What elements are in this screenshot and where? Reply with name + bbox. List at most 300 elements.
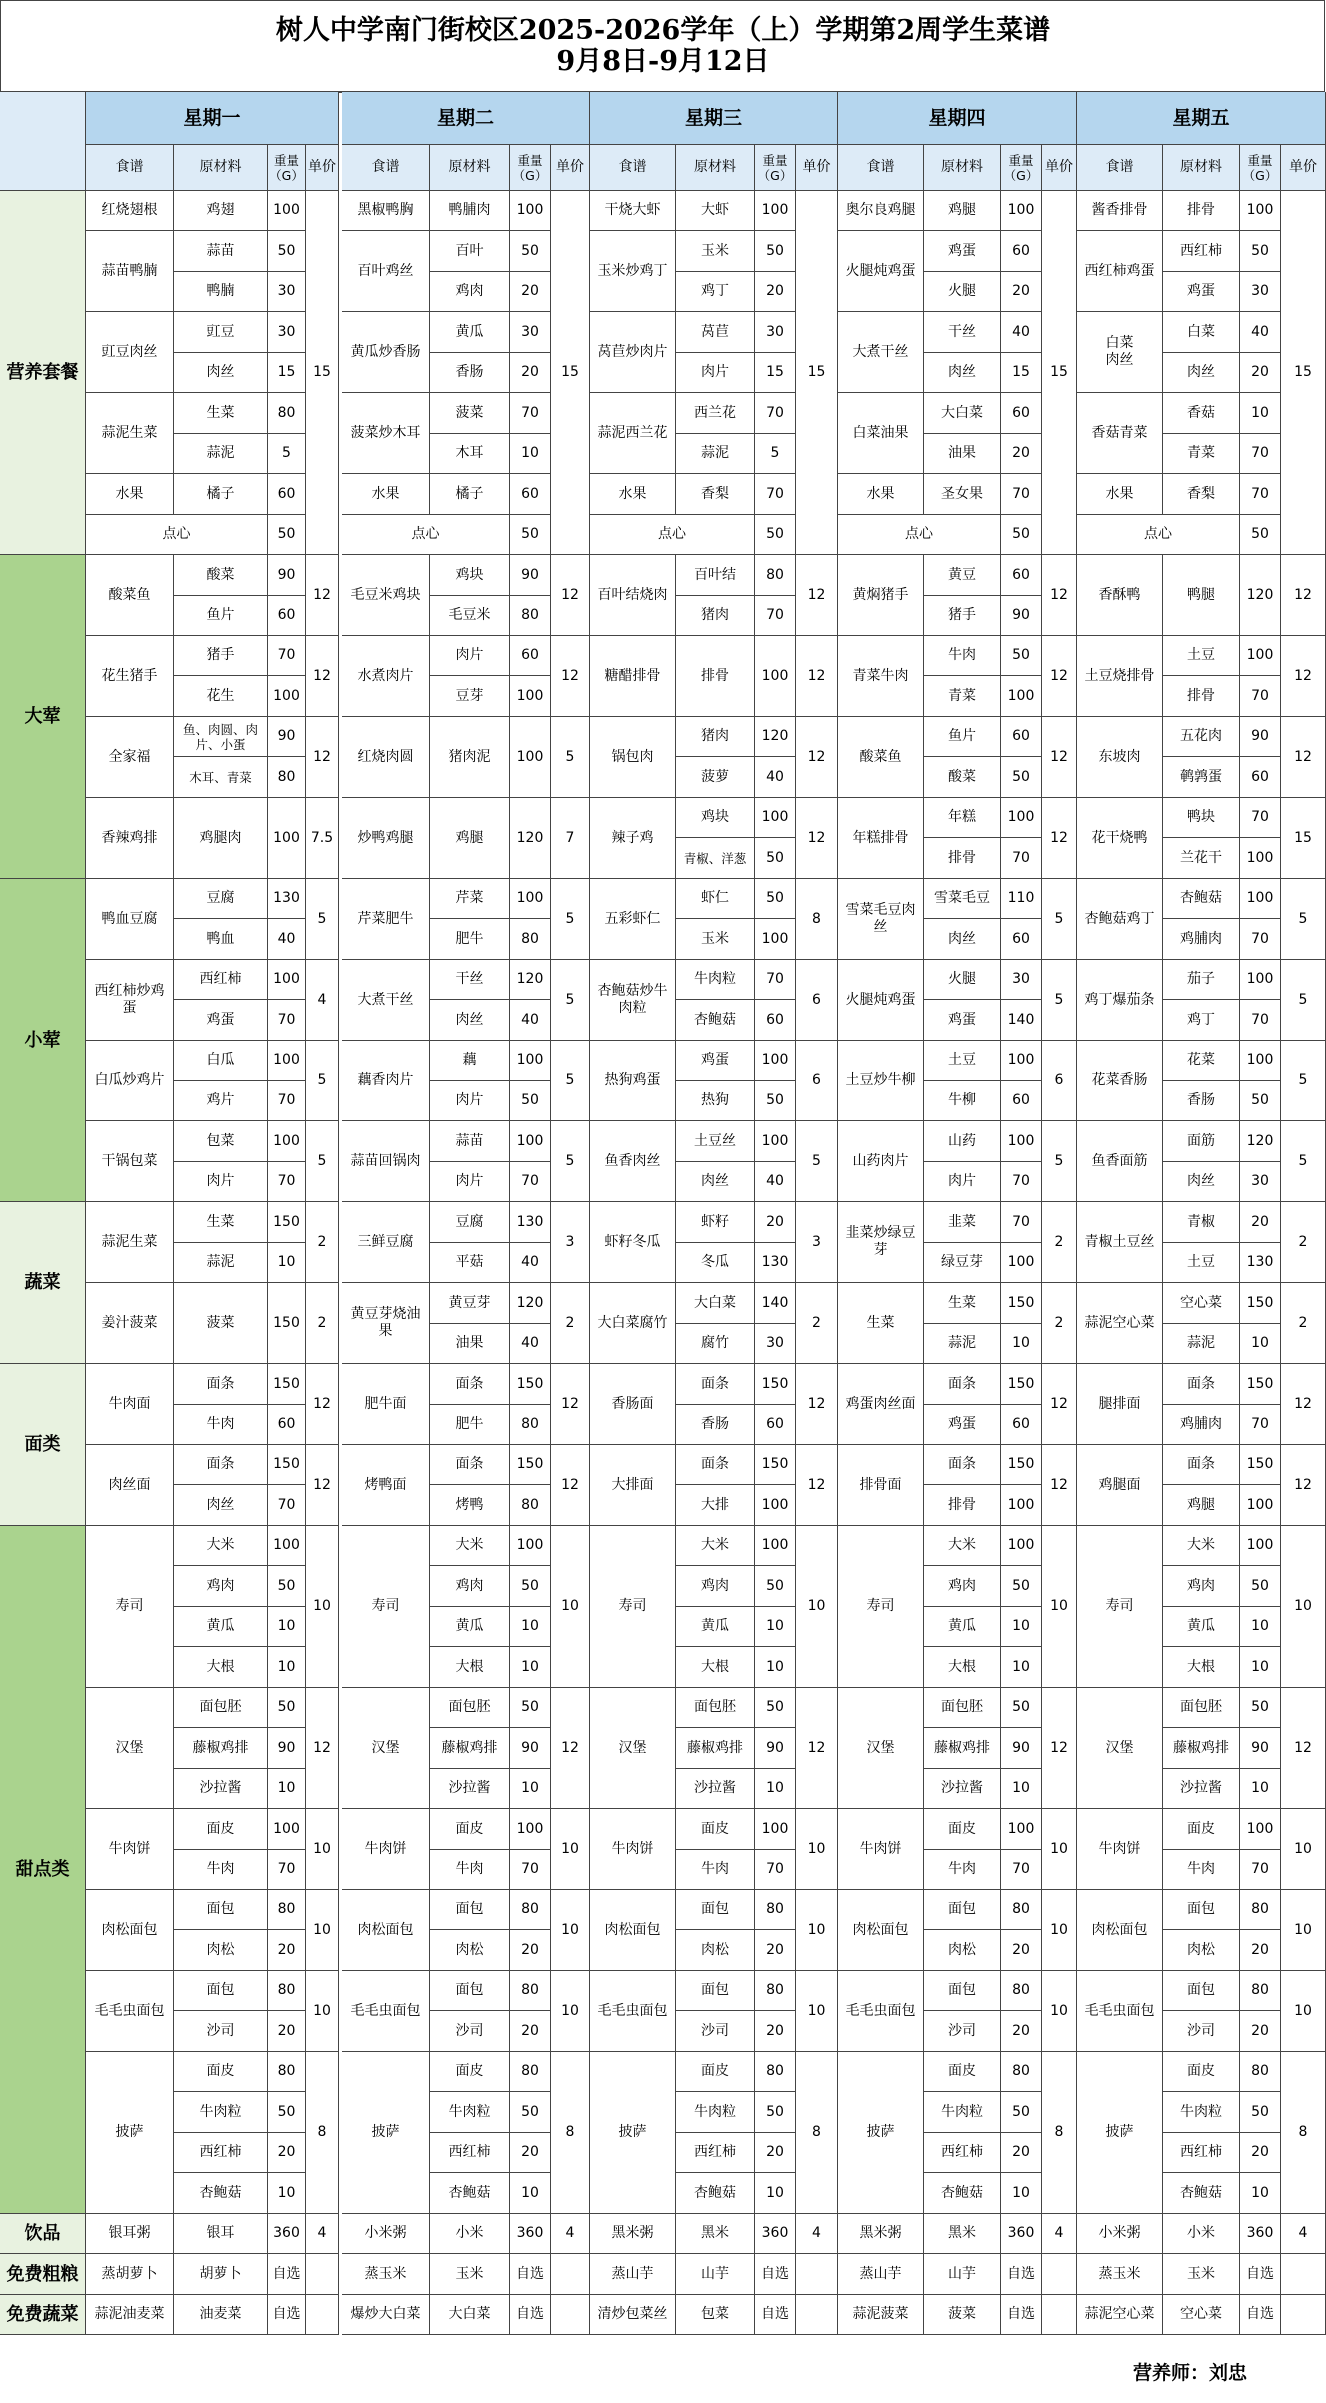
ingredient: 牛肉 bbox=[924, 636, 1001, 676]
ingredient: 沙司 bbox=[430, 2011, 510, 2052]
ingredient: 西红柿 bbox=[1163, 2133, 1240, 2173]
price-value: 10 bbox=[306, 1971, 339, 2052]
dish-name: 辣子鸡 bbox=[590, 798, 676, 879]
ingredient: 菠菜 bbox=[430, 393, 510, 434]
weight-value: 15 bbox=[268, 353, 306, 393]
price-value: 15 bbox=[306, 191, 339, 555]
dish-name: 蒜苗鸭腩 bbox=[86, 231, 174, 312]
ingredient: 面包胚 bbox=[924, 1688, 1001, 1728]
dish-name: 爆炒大白菜 bbox=[342, 2295, 430, 2335]
weight-value: 15 bbox=[1001, 353, 1042, 393]
ingredient: 鸡脯肉 bbox=[1163, 1405, 1240, 1445]
price-value: 5 bbox=[1042, 960, 1077, 1041]
ingredient: 面条 bbox=[924, 1364, 1001, 1405]
price-value: 12 bbox=[796, 1688, 838, 1809]
dish-name: 鸭血豆腐 bbox=[86, 879, 174, 960]
ingredient: 油果 bbox=[430, 1324, 510, 1364]
weight-value: 10 bbox=[1240, 1607, 1281, 1647]
dish-name: 汉堡 bbox=[86, 1688, 174, 1809]
weight-value: 100 bbox=[268, 676, 306, 717]
weight-value: 60 bbox=[1240, 757, 1281, 798]
weight-value: 70 bbox=[1001, 1162, 1042, 1202]
weight-value: 150 bbox=[1001, 1364, 1042, 1405]
price-value: 5 bbox=[796, 1121, 838, 1202]
weight-value: 100 bbox=[510, 1041, 551, 1081]
price-value: 3 bbox=[796, 1202, 838, 1283]
ingredient: 包菜 bbox=[174, 1121, 268, 1162]
weight-value: 50 bbox=[1240, 1081, 1281, 1121]
weight-value: 130 bbox=[268, 879, 306, 919]
price-value: 5 bbox=[1281, 960, 1326, 1041]
weight-value: 10 bbox=[268, 2173, 306, 2214]
ingredient: 冬瓜 bbox=[676, 1243, 755, 1283]
weight-value: 360 bbox=[268, 2214, 306, 2254]
dish-name: 黑米粥 bbox=[838, 2214, 924, 2254]
category-label: 营养套餐 bbox=[0, 191, 86, 555]
price-value: 10 bbox=[551, 1890, 590, 1971]
dish-name: 白菜油果 bbox=[838, 393, 924, 474]
weight-value: 20 bbox=[268, 2011, 306, 2052]
price-value: 2 bbox=[1281, 1202, 1326, 1283]
price-value: 12 bbox=[796, 717, 838, 798]
column-header-weight: 重量（G） bbox=[510, 145, 551, 191]
dish-name: 肉松面包 bbox=[1077, 1890, 1163, 1971]
weight-value: 80 bbox=[755, 1890, 796, 1930]
price-value: 6 bbox=[796, 1041, 838, 1121]
weight-value: 70 bbox=[268, 1850, 306, 1890]
weight-value: 80 bbox=[755, 1971, 796, 2011]
ingredient: 火腿 bbox=[924, 272, 1001, 312]
ingredient: 沙拉酱 bbox=[430, 1769, 510, 1809]
ingredient: 兰花干 bbox=[1163, 838, 1240, 879]
weight-value: 15 bbox=[755, 353, 796, 393]
weight-value: 自选 bbox=[1240, 2254, 1281, 2295]
dish-name: 火腿炖鸡蛋 bbox=[838, 960, 924, 1041]
weight-value: 10 bbox=[1001, 1607, 1042, 1647]
category-label: 免费粗粮 bbox=[0, 2254, 86, 2295]
title-line-1: 树人中学南门街校区2025-2026学年（上）学期第2周学生菜谱 bbox=[275, 15, 1051, 46]
ingredient: 大白菜 bbox=[430, 2295, 510, 2335]
ingredient: 土豆丝 bbox=[676, 1121, 755, 1162]
dish-name: 肥牛面 bbox=[342, 1364, 430, 1445]
weight-value: 40 bbox=[510, 1324, 551, 1364]
ingredient: 大根 bbox=[676, 1647, 755, 1688]
weight-value: 10 bbox=[755, 1607, 796, 1647]
dish-name: 鸡丁爆茄条 bbox=[1077, 960, 1163, 1041]
ingredient: 面条 bbox=[1163, 1445, 1240, 1485]
ingredient: 鸭腩 bbox=[174, 272, 268, 312]
ingredient: 空心菜 bbox=[1163, 2295, 1240, 2335]
ingredient: 肉丝 bbox=[1163, 1162, 1240, 1202]
ingredient: 山药 bbox=[924, 1121, 1001, 1162]
price-value: 12 bbox=[306, 717, 339, 798]
ingredient: 香菇 bbox=[1163, 393, 1240, 434]
ingredient: 包菜 bbox=[676, 2295, 755, 2335]
weight-value: 70 bbox=[1240, 1405, 1281, 1445]
ingredient: 肉片 bbox=[430, 1081, 510, 1121]
price-value: 10 bbox=[1042, 1809, 1077, 1890]
category-label: 小荤 bbox=[0, 879, 86, 1202]
weight-value: 70 bbox=[755, 596, 796, 636]
weight-value: 20 bbox=[1001, 272, 1042, 312]
weight-value: 50 bbox=[1001, 515, 1042, 555]
dish-name: 干烧大虾 bbox=[590, 191, 676, 231]
price-value: 5 bbox=[551, 717, 590, 798]
ingredient: 面包 bbox=[1163, 1890, 1240, 1930]
ingredient: 鸡肉 bbox=[924, 1566, 1001, 1607]
dish-name: 寿司 bbox=[838, 1526, 924, 1688]
price-value bbox=[796, 2254, 838, 2295]
ingredient: 面筋 bbox=[1163, 1121, 1240, 1162]
ingredient: 牛肉粒 bbox=[676, 2092, 755, 2133]
price-value: 7 bbox=[551, 798, 590, 879]
dish-name: 百叶鸡丝 bbox=[342, 231, 430, 312]
ingredient: 山芋 bbox=[924, 2254, 1001, 2295]
ingredient: 肉片 bbox=[924, 1162, 1001, 1202]
ingredient: 牛肉粒 bbox=[676, 960, 755, 1000]
ingredient: 沙拉酱 bbox=[174, 1769, 268, 1809]
weight-value: 100 bbox=[755, 1809, 796, 1850]
weight-value: 80 bbox=[268, 757, 306, 798]
ingredient: 面条 bbox=[174, 1445, 268, 1485]
ingredient: 黄瓜 bbox=[430, 312, 510, 353]
dish-name: 锅包肉 bbox=[590, 717, 676, 798]
weight-value: 100 bbox=[755, 1485, 796, 1526]
dish-name: 肉丝面 bbox=[86, 1445, 174, 1526]
weight-value: 100 bbox=[1001, 1809, 1042, 1850]
ingredient: 蒜泥 bbox=[174, 1243, 268, 1283]
weight-value: 10 bbox=[510, 2173, 551, 2214]
price-value: 5 bbox=[306, 879, 339, 960]
price-value: 10 bbox=[306, 1526, 339, 1688]
weight-value: 110 bbox=[1001, 879, 1042, 919]
category-label: 甜点类 bbox=[0, 1526, 86, 2214]
ingredient: 排骨 bbox=[676, 636, 755, 717]
weight-value: 60 bbox=[268, 474, 306, 515]
weight-value: 100 bbox=[1240, 1041, 1281, 1081]
ingredient: 小米 bbox=[1163, 2214, 1240, 2254]
column-header-ingredient: 原材料 bbox=[174, 145, 268, 191]
price-value: 12 bbox=[306, 555, 339, 636]
weight-value: 100 bbox=[1001, 1121, 1042, 1162]
weight-value: 70 bbox=[755, 1850, 796, 1890]
ingredient: 白菜 bbox=[1163, 312, 1240, 353]
ingredient: 大米 bbox=[676, 1526, 755, 1566]
dish-name: 毛豆米鸡块 bbox=[342, 555, 430, 636]
ingredient: 鸡肉 bbox=[174, 1566, 268, 1607]
weight-value: 5 bbox=[755, 434, 796, 474]
weight-value: 10 bbox=[510, 1647, 551, 1688]
dish-name: 披萨 bbox=[86, 2052, 174, 2214]
ingredient: 面条 bbox=[430, 1445, 510, 1485]
ingredient: 排骨 bbox=[924, 1485, 1001, 1526]
ingredient: 橘子 bbox=[430, 474, 510, 515]
weight-value: 10 bbox=[1001, 1769, 1042, 1809]
ingredient: 鱼片 bbox=[174, 596, 268, 636]
ingredient: 杏鲍菇 bbox=[676, 2173, 755, 2214]
price-value: 10 bbox=[1281, 1971, 1326, 2052]
weight-value: 70 bbox=[755, 393, 796, 434]
weight-value: 10 bbox=[1240, 1647, 1281, 1688]
dish-name: 香肠面 bbox=[590, 1364, 676, 1445]
weight-value: 100 bbox=[268, 1809, 306, 1850]
weight-value: 100 bbox=[1240, 838, 1281, 879]
weight-value: 60 bbox=[755, 1405, 796, 1445]
price-value: 8 bbox=[551, 2052, 590, 2214]
ingredient: 牛肉粒 bbox=[174, 2092, 268, 2133]
price-value: 10 bbox=[1281, 1890, 1326, 1971]
ingredient: 黄瓜 bbox=[924, 1607, 1001, 1647]
ingredient: 肉松 bbox=[924, 1930, 1001, 1971]
ingredient: 鸡肉 bbox=[430, 272, 510, 312]
weight-value: 20 bbox=[755, 2133, 796, 2173]
weight-value: 150 bbox=[268, 1202, 306, 1243]
weight-value: 70 bbox=[1240, 1850, 1281, 1890]
dish-name: 藕香肉片 bbox=[342, 1041, 430, 1121]
weight-value: 100 bbox=[1240, 1485, 1281, 1526]
column-header-ingredient: 原材料 bbox=[676, 145, 755, 191]
weight-value: 50 bbox=[1240, 515, 1281, 555]
weight-value: 70 bbox=[755, 474, 796, 515]
price-value: 10 bbox=[306, 1890, 339, 1971]
price-value: 10 bbox=[796, 1526, 838, 1688]
dish-name: 土豆炒牛柳 bbox=[838, 1041, 924, 1121]
weight-value: 120 bbox=[510, 960, 551, 1000]
dish-name: 青菜牛肉 bbox=[838, 636, 924, 717]
dish-name: 披萨 bbox=[1077, 2052, 1163, 2214]
weight-value: 20 bbox=[1001, 2011, 1042, 2052]
dish-name: 生菜 bbox=[838, 1283, 924, 1364]
ingredient: 面条 bbox=[676, 1364, 755, 1405]
weight-value: 60 bbox=[1001, 1405, 1042, 1445]
ingredient: 排骨 bbox=[1163, 676, 1240, 717]
weight-value: 20 bbox=[1240, 1202, 1281, 1243]
column-header-price: 单价 bbox=[551, 145, 590, 191]
ingredient: 百叶结 bbox=[676, 555, 755, 596]
weight-value: 100 bbox=[1001, 1526, 1042, 1566]
price-value: 12 bbox=[1042, 1445, 1077, 1526]
price-value: 10 bbox=[1042, 1526, 1077, 1688]
price-value: 12 bbox=[551, 636, 590, 717]
dish-name: 蒜泥生菜 bbox=[86, 393, 174, 474]
dish-name: 玉米炒鸡丁 bbox=[590, 231, 676, 312]
ingredient: 牛柳 bbox=[924, 1081, 1001, 1121]
weight-value: 70 bbox=[510, 1162, 551, 1202]
dish-name: 五彩虾仁 bbox=[590, 879, 676, 960]
dish-name: 炒鸭鸡腿 bbox=[342, 798, 430, 879]
ingredient: 香肠 bbox=[430, 353, 510, 393]
weight-value: 100 bbox=[755, 798, 796, 838]
weight-value: 10 bbox=[268, 1647, 306, 1688]
dish-name: 糖醋排骨 bbox=[590, 636, 676, 717]
ingredient: 西红柿 bbox=[924, 2133, 1001, 2173]
ingredient: 虾仁 bbox=[676, 879, 755, 919]
weight-value: 40 bbox=[510, 1243, 551, 1283]
ingredient: 大根 bbox=[174, 1647, 268, 1688]
ingredient: 大米 bbox=[924, 1526, 1001, 1566]
dish-name: 酱香排骨 bbox=[1077, 191, 1163, 231]
ingredient: 肉片 bbox=[430, 1162, 510, 1202]
column-header-weight: 重量（G） bbox=[755, 145, 796, 191]
price-value: 5 bbox=[1281, 1121, 1326, 1202]
dish-name: 芹菜肥牛 bbox=[342, 879, 430, 960]
ingredient: 面包 bbox=[174, 1890, 268, 1930]
ingredient: 鱼片 bbox=[924, 717, 1001, 757]
weight-value: 60 bbox=[1001, 231, 1042, 272]
weight-value: 80 bbox=[1001, 1890, 1042, 1930]
weight-value: 30 bbox=[268, 272, 306, 312]
price-value: 10 bbox=[551, 1526, 590, 1688]
ingredient: 藤椒鸡排 bbox=[924, 1728, 1001, 1769]
price-value: 6 bbox=[796, 960, 838, 1041]
ingredient: 土豆 bbox=[1163, 1243, 1240, 1283]
weight-value: 100 bbox=[510, 717, 551, 798]
ingredient: 面包 bbox=[430, 1971, 510, 2011]
ingredient: 年糕 bbox=[924, 798, 1001, 838]
dish-name: 水果 bbox=[342, 474, 430, 515]
ingredient: 藤椒鸡排 bbox=[676, 1728, 755, 1769]
price-value: 4 bbox=[551, 2214, 590, 2254]
ingredient: 豆腐 bbox=[430, 1202, 510, 1243]
dish-name: 虾籽冬瓜 bbox=[590, 1202, 676, 1283]
weight-value: 50 bbox=[755, 231, 796, 272]
ingredient: 菠菜 bbox=[924, 2295, 1001, 2335]
price-value: 12 bbox=[551, 1688, 590, 1809]
price-value bbox=[551, 2295, 590, 2335]
price-value: 6 bbox=[1042, 1041, 1077, 1121]
category-label: 免费蔬菜 bbox=[0, 2295, 86, 2335]
dish-name: 豇豆肉丝 bbox=[86, 312, 174, 393]
weight-value: 100 bbox=[510, 1121, 551, 1162]
weight-value: 50 bbox=[1240, 2092, 1281, 2133]
weight-value: 10 bbox=[1001, 1324, 1042, 1364]
ingredient: 黄瓜 bbox=[430, 1607, 510, 1647]
weight-value: 10 bbox=[510, 1607, 551, 1647]
weight-value: 30 bbox=[268, 312, 306, 353]
ingredient: 鸡丁 bbox=[676, 272, 755, 312]
weight-value: 20 bbox=[1001, 2133, 1042, 2173]
ingredient: 蒜泥 bbox=[1163, 1324, 1240, 1364]
ingredient: 黄豆 bbox=[924, 555, 1001, 596]
ingredient: 面条 bbox=[676, 1445, 755, 1485]
ingredient: 鸡片 bbox=[174, 1081, 268, 1121]
day-header: 星期三 bbox=[590, 92, 838, 145]
ingredient: 面包胚 bbox=[430, 1688, 510, 1728]
dish-name: 水果 bbox=[86, 474, 174, 515]
ingredient: 银耳 bbox=[174, 2214, 268, 2254]
weight-value: 100 bbox=[1240, 879, 1281, 919]
weight-value: 20 bbox=[1240, 2011, 1281, 2052]
weight-value: 360 bbox=[510, 2214, 551, 2254]
ingredient: 面皮 bbox=[1163, 2052, 1240, 2092]
weight-value: 自选 bbox=[1240, 2295, 1281, 2335]
ingredient: 肉松 bbox=[430, 1930, 510, 1971]
ingredient: 沙拉酱 bbox=[676, 1769, 755, 1809]
weight-value: 80 bbox=[510, 919, 551, 960]
dish-name: 毛毛虫面包 bbox=[590, 1971, 676, 2052]
weight-value: 80 bbox=[268, 1890, 306, 1930]
weight-value: 140 bbox=[1001, 1000, 1042, 1041]
price-value bbox=[306, 2295, 339, 2335]
weight-value: 20 bbox=[268, 2133, 306, 2173]
weight-value: 150 bbox=[1001, 1283, 1042, 1324]
dish-name: 黑椒鸭胸 bbox=[342, 191, 430, 231]
weight-value: 150 bbox=[1240, 1445, 1281, 1485]
weight-value: 10 bbox=[1240, 1769, 1281, 1809]
weight-value: 20 bbox=[510, 2011, 551, 2052]
weight-value: 60 bbox=[1001, 717, 1042, 757]
ingredient: 豆腐 bbox=[174, 879, 268, 919]
dish-name: 东坡肉 bbox=[1077, 717, 1163, 798]
dish-name: 排骨面 bbox=[838, 1445, 924, 1526]
ingredient: 面包胚 bbox=[676, 1688, 755, 1728]
weight-value: 10 bbox=[510, 1769, 551, 1809]
ingredient: 鸡腿肉 bbox=[174, 798, 268, 879]
weight-value: 20 bbox=[510, 272, 551, 312]
ingredient: 鸡丁 bbox=[1163, 1000, 1240, 1041]
ingredient: 肉丝 bbox=[1163, 353, 1240, 393]
ingredient: 黄瓜 bbox=[174, 1607, 268, 1647]
weight-value: 150 bbox=[510, 1445, 551, 1485]
weight-value: 90 bbox=[268, 555, 306, 596]
ingredient: 杏鲍菇 bbox=[1163, 879, 1240, 919]
price-value: 10 bbox=[1042, 1890, 1077, 1971]
ingredient: 油果 bbox=[924, 434, 1001, 474]
dish-name: 大煮干丝 bbox=[342, 960, 430, 1041]
ingredient: 面皮 bbox=[430, 1809, 510, 1850]
ingredient: 香肠 bbox=[1163, 1081, 1240, 1121]
ingredient: 排骨 bbox=[924, 838, 1001, 879]
weight-value: 自选 bbox=[755, 2295, 796, 2335]
price-value: 12 bbox=[1281, 717, 1326, 798]
ingredient: 酸菜 bbox=[174, 555, 268, 596]
weight-value: 100 bbox=[755, 1526, 796, 1566]
ingredient: 鸡肉 bbox=[1163, 1566, 1240, 1607]
weight-value: 100 bbox=[755, 1121, 796, 1162]
dish-name: 毛毛虫面包 bbox=[342, 1971, 430, 2052]
weight-value: 20 bbox=[1240, 353, 1281, 393]
ingredient: 沙司 bbox=[924, 2011, 1001, 2052]
weight-value: 100 bbox=[1001, 1041, 1042, 1081]
weight-value: 70 bbox=[510, 1850, 551, 1890]
dish-name: 蒸胡萝卜 bbox=[86, 2254, 174, 2295]
weight-value: 40 bbox=[755, 757, 796, 798]
weight-value: 60 bbox=[510, 474, 551, 515]
price-value bbox=[1042, 2254, 1077, 2295]
ingredient: 鸭腿 bbox=[1163, 555, 1240, 636]
ingredient: 西红柿 bbox=[174, 960, 268, 1000]
ingredient: 猪手 bbox=[924, 596, 1001, 636]
weight-value: 50 bbox=[510, 231, 551, 272]
weight-value: 50 bbox=[1240, 1688, 1281, 1728]
weight-value: 50 bbox=[268, 1566, 306, 1607]
price-value: 15 bbox=[796, 191, 838, 555]
ingredient: 菠萝 bbox=[676, 757, 755, 798]
dish-name: 西红柿炒鸡蛋 bbox=[86, 960, 174, 1041]
ingredient: 雪菜毛豆 bbox=[924, 879, 1001, 919]
weight-value: 10 bbox=[1001, 1647, 1042, 1688]
dish-name: 汉堡 bbox=[342, 1688, 430, 1809]
weight-value: 10 bbox=[1001, 2173, 1042, 2214]
dish-name: 大煮干丝 bbox=[838, 312, 924, 393]
ingredient: 牛肉 bbox=[174, 1850, 268, 1890]
dish-name: 蒜苗回锅肉 bbox=[342, 1121, 430, 1202]
ingredient: 空心菜 bbox=[1163, 1283, 1240, 1324]
price-value: 12 bbox=[1281, 1445, 1326, 1526]
ingredient: 大米 bbox=[430, 1526, 510, 1566]
ingredient: 干丝 bbox=[924, 312, 1001, 353]
ingredient: 鸡蛋 bbox=[174, 1000, 268, 1041]
